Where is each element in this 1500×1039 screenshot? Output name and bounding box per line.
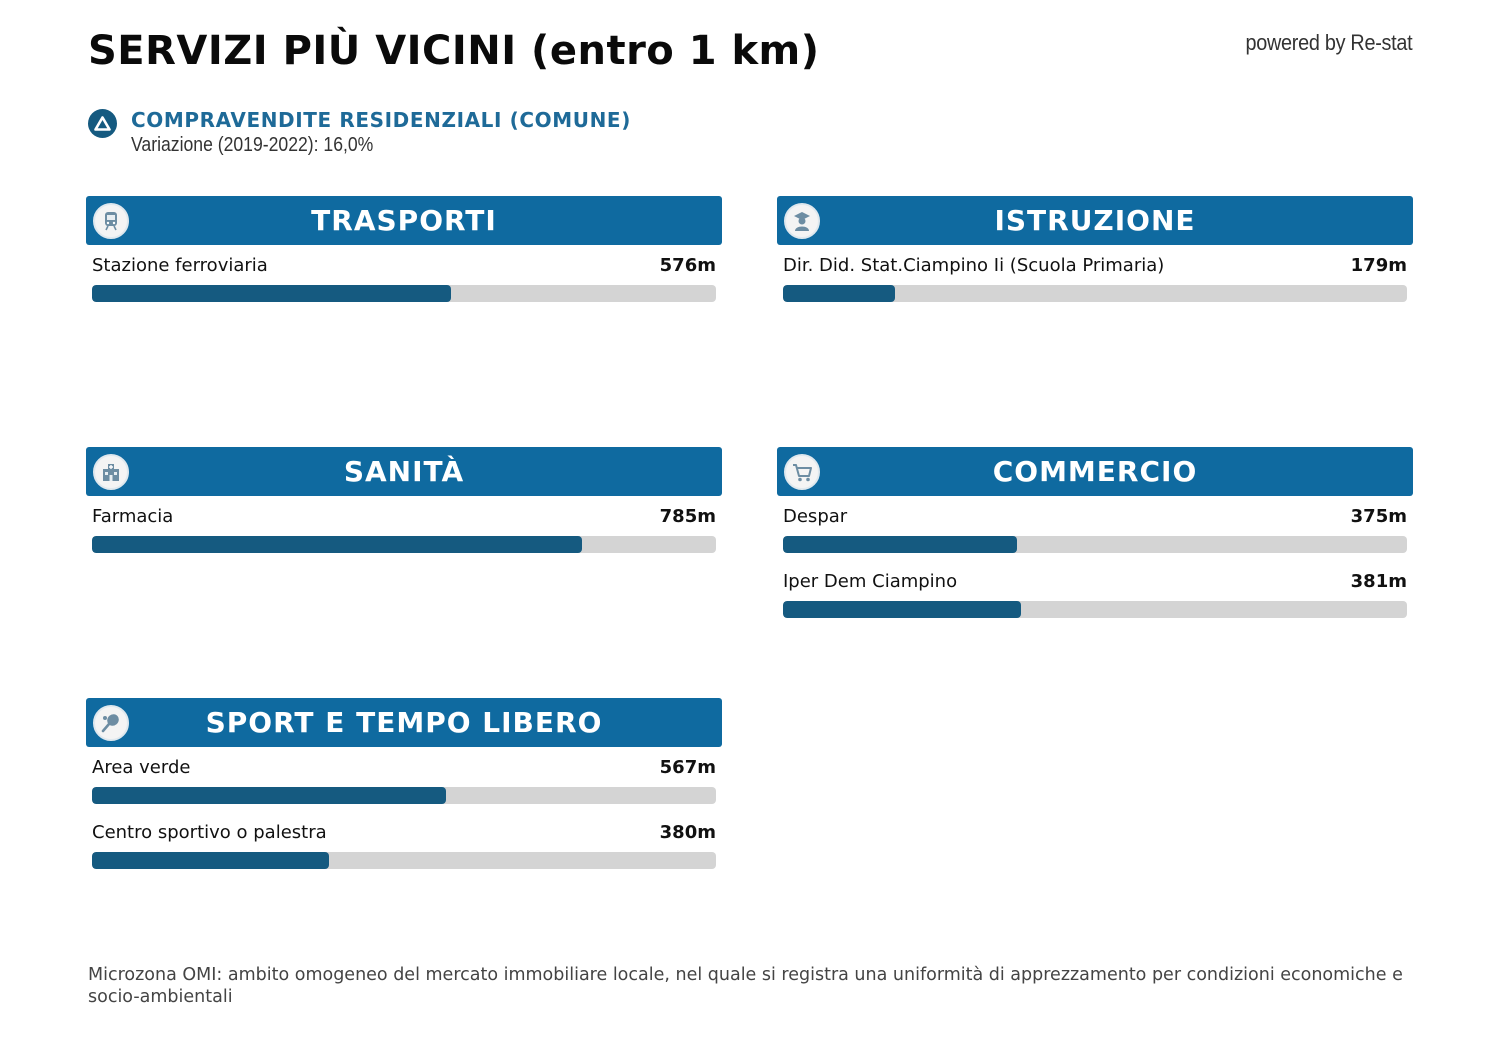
- distance-bar: [783, 601, 1407, 618]
- list-item: [92, 822, 716, 869]
- distance-bar-fill: [783, 285, 895, 302]
- list-item: [92, 757, 716, 804]
- item-label: Area verde: [92, 757, 191, 778]
- distance-bar: [783, 536, 1407, 553]
- list-item: [92, 255, 716, 302]
- panel-title-sanita: SANITÀ: [343, 455, 465, 488]
- list-item: [783, 571, 1407, 618]
- list-item: [783, 506, 1407, 553]
- triangle-up-icon: [88, 109, 117, 138]
- panel-sanita: [86, 447, 722, 553]
- train-icon: [93, 203, 129, 239]
- student-icon: [784, 203, 820, 239]
- distance-bar: [92, 787, 716, 804]
- panel-title-sport: SPORT E TEMPO LIBERO: [205, 706, 603, 739]
- panel-sport: [86, 698, 722, 869]
- trend-title: COMPRAVENDITE RESIDENZIALI (COMUNE): [131, 108, 631, 132]
- panel-istruzione: [777, 196, 1413, 302]
- panel-trasporti: [86, 196, 722, 302]
- panel-commercio: [777, 447, 1413, 618]
- panel-header-istruzione: [777, 196, 1413, 245]
- item-distance: 380m: [659, 822, 716, 843]
- panel-header-commercio: [777, 447, 1413, 496]
- page-title: SERVIZI PIÙ VICINI (entro 1 km): [88, 28, 820, 74]
- panel-title-istruzione: ISTRUZIONE: [994, 204, 1196, 237]
- item-label: Iper Dem Ciampino: [783, 571, 958, 592]
- distance-bar-fill: [92, 787, 446, 804]
- distance-bar: [92, 852, 716, 869]
- panel-title-commercio: COMMERCIO: [992, 455, 1198, 488]
- distance-bar: [92, 536, 716, 553]
- distance-bar-fill: [92, 852, 329, 869]
- panel-header-sport: [86, 698, 722, 747]
- distance-bar-fill: [92, 285, 451, 302]
- list-item: [783, 255, 1407, 302]
- item-label: Centro sportivo o palestra: [92, 822, 327, 843]
- panel-header-sanita: [86, 447, 722, 496]
- trend-subtitle: Variazione (2019-2022): 16,0%: [131, 134, 374, 156]
- item-distance: 576m: [659, 255, 716, 276]
- distance-bar-fill: [783, 536, 1017, 553]
- item-distance: 381m: [1350, 571, 1407, 592]
- powered-by-logo: powered by Re-stat: [1245, 30, 1412, 55]
- footnote: Microzona OMI: ambito omogeneo del mercato immobiliare locale, nel quale si registra una uniformità di apprezzamento per condizioni economiche e socio-ambientali: [88, 965, 1403, 1007]
- shopping-cart-icon: [784, 454, 820, 490]
- item-label: Dir. Did. Stat.Ciampino Ii (Scuola Primaria): [783, 255, 1165, 276]
- panel-header-trasporti: [86, 196, 722, 245]
- item-label: Stazione ferroviaria: [92, 255, 268, 276]
- list-item: [92, 506, 716, 553]
- item-label: Farmacia: [92, 506, 174, 527]
- item-distance: 785m: [659, 506, 716, 527]
- item-distance: 567m: [659, 757, 716, 778]
- trend-block: [88, 108, 631, 157]
- tennis-racket-icon: [93, 705, 129, 741]
- distance-bar-fill: [92, 536, 582, 553]
- hospital-icon: [93, 454, 129, 490]
- item-distance: 179m: [1350, 255, 1407, 276]
- item-distance: 375m: [1350, 506, 1407, 527]
- item-label: Despar: [783, 506, 848, 527]
- panel-title-trasporti: TRASPORTI: [311, 204, 497, 237]
- distance-bar: [783, 285, 1407, 302]
- distance-bar: [92, 285, 716, 302]
- distance-bar-fill: [783, 601, 1021, 618]
